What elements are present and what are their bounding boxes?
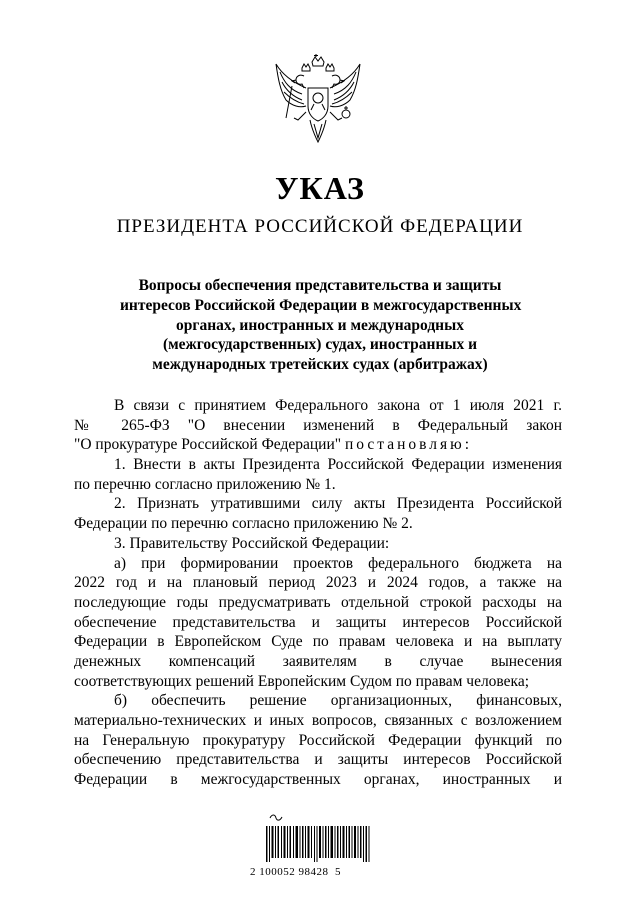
heading-line: органах, иностранных и международных [176, 316, 464, 334]
document-subtitle: ПРЕЗИДЕНТА РОССИЙСКОЙ ФЕДЕРАЦИИ [116, 216, 524, 237]
body-line: В связи с принятием Федерального закона от 1 июля 2021 г. [114, 397, 562, 414]
body-text: "О прокуратуре Российской Федерации" [74, 436, 345, 454]
body-line: 2. Признать утратившими силу акты Президента Российской [114, 495, 562, 513]
heading-line: интересов Российской Федерации в межгосударственных [120, 296, 522, 314]
decree-body [74, 396, 562, 790]
document-title: УКАЗ [275, 170, 365, 206]
double-headed-eagle-icon [272, 52, 364, 148]
body-line: обеспечению представительства и защиты интересов Российской [74, 751, 562, 769]
body-line: соответствующих решений Европейским Судом по правам человека; [74, 672, 530, 690]
heading-line: (межгосударственных) судах, иностранных и [162, 336, 478, 354]
barcode-icon [264, 812, 372, 864]
body-line: по перечню согласно приложению № 1. [74, 475, 336, 493]
body-line: № 265-ФЗ "О внесении изменений в Федеральный закон [74, 416, 562, 434]
body-line: б) обеспечить решение организационных, финансовых, [114, 692, 562, 710]
body-line: обеспечение представительства и защиты интересов Российской [74, 613, 562, 631]
body-line: материально-технических и иных вопросов, связанных с возложением [74, 712, 562, 729]
body-line: Федерации в Европейском Суде по правам человека и на выплату [74, 633, 562, 651]
body-line: Федерации по перечню согласно приложению № 2. [74, 515, 413, 533]
body-line: а) при формировании проектов федерального бюджета на [114, 554, 562, 572]
body-line: 3. Правительству Российской Федерации: [114, 534, 390, 552]
body-line: последующие годы предусматривать отдельной строкой расходы на [74, 593, 562, 611]
body-line: Федерации в межгосударственных органах, иностранных и [74, 771, 562, 789]
decree-heading [120, 276, 520, 375]
body-line: на Генеральную прокуратуру Российской Федерации функций по [74, 731, 562, 749]
barcode-number: 2 100052 98428 5 [250, 866, 341, 878]
decree-verb: постановляю: [344, 436, 473, 454]
body-line: 2022 год и на плановый период 2023 и 2024 годов, а также на [74, 574, 562, 592]
body-line [74, 435, 562, 455]
heading-line: международных третейских судах (арбитражах) [152, 356, 488, 374]
body-line: денежных компенсаций заявителям в случае вынесения [74, 652, 562, 670]
body-line: 1. Внести в акты Президента Российской Федерации изменения [114, 456, 562, 474]
heading-line: Вопросы обеспечения представительства и защиты [138, 277, 502, 294]
